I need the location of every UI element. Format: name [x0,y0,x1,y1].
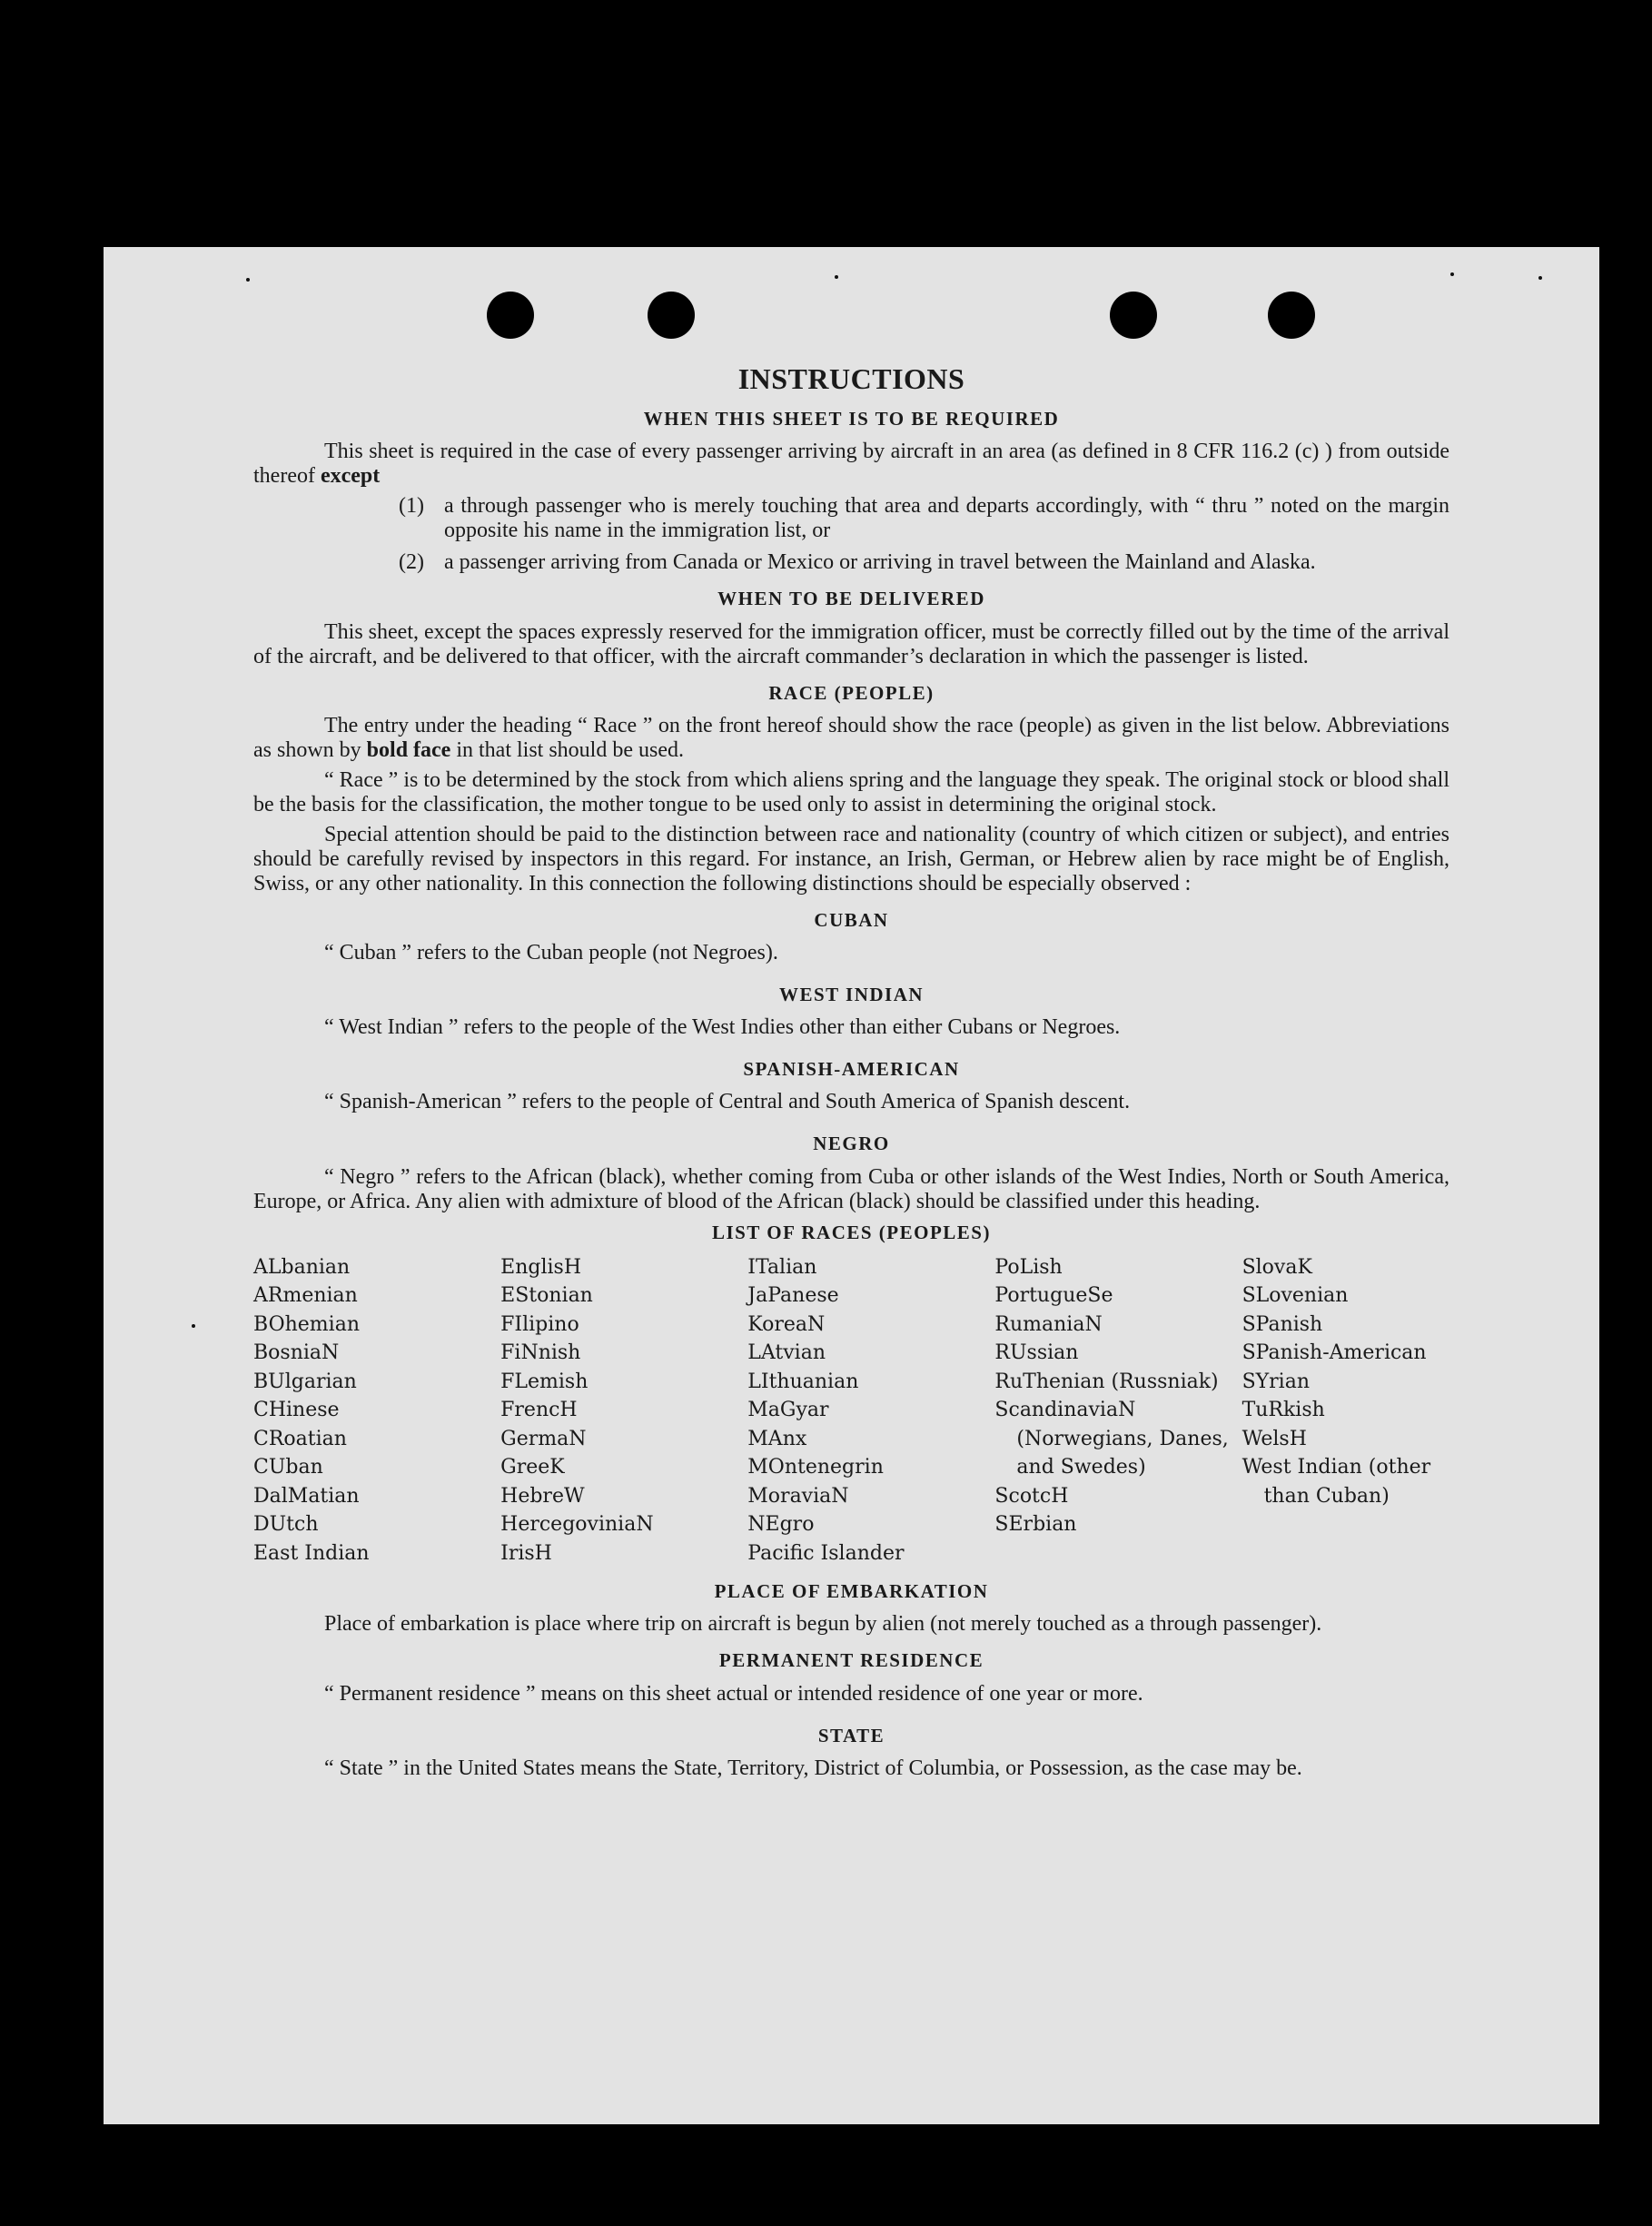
race-entry: SlovaK [1241,1255,1312,1279]
race-entry: FiNnish [500,1341,581,1365]
races-column [1242,1253,1449,1568]
race-entry: LAtvian [747,1341,826,1365]
paragraph-race-2: “ Race ” is to be determined by the stock from which aliens spring and the language they speak. The original stock or blood shall be the basis for the classification, the mother tongue to be used only to assist in determining the original stock. [253,767,1449,816]
race-entry: LIthuanian [747,1370,859,1393]
race-entry: DalMatian [253,1484,360,1508]
paragraph-state: “ State ” in the United States means the State, Territory, District of Columbia, or Possession, as the case may be. [324,1756,1302,1780]
paragraph-delivered: This sheet, except the spaces expressly reserved for the immigration officer, must be correctly filled out by the time of the arrival of the aircraft, and be delivered to that officer, with the aircraft commander’s declaration in which the passenger is listed. [253,619,1449,668]
races-column [747,1253,994,1568]
races-column [500,1253,747,1568]
paragraph-cuban: “ Cuban ” refers to the Cuban people (not Negroes). [324,940,778,965]
paragraph-embarkation: Place of embarkation is place where trip on aircraft is begun by alien (not merely touched as a through passenger). [324,1612,1322,1637]
race-entry: FLemish [500,1370,589,1393]
paragraph-required: This sheet is required in the case of every passenger arriving by aircraft in an area (as defined in 8 CFR 116.2 (c) ) from outside thereof except [253,440,1449,489]
race-entry: ScandinaviaN (Norwegians, Danes, and Swedes) [994,1399,1229,1479]
speck [1538,276,1542,280]
race-entry: HebreW [500,1484,585,1508]
exception-item: (1) a through passenger who is merely touching that area and departs accordingly, with “ thru ” noted on the margin opposite his name in the immigration list, or [399,494,1449,543]
race-entry: MAnx [747,1427,807,1450]
race-entry: IrisH [500,1541,552,1565]
race-entry: FrencH [500,1399,578,1422]
race-entry: ITalian [747,1255,817,1279]
race-entry: MaGyar [747,1399,829,1422]
document-sheet [104,247,1599,2124]
race-entry: BosniaN [253,1341,340,1365]
race-entry: West Indian (other than Cuban) [1241,1456,1431,1508]
race-entry: RUssian [994,1341,1079,1365]
race-entry: HercegoviniaN [500,1513,654,1537]
page-title: INSTRUCTIONS [737,362,965,395]
races-column [994,1253,1241,1568]
race-entry: CUban [253,1456,323,1479]
race-entry: SLovenian [1241,1284,1349,1308]
section-heading-state: STATE [817,1724,885,1746]
speck [835,275,838,279]
section-heading-required: WHEN THIS SHEET IS TO BE REQUIRED [643,408,1060,430]
paragraph-negro: “ Negro ” refers to the African (black), whether coming from Cuba or other islands of the West Indies, North or South America, Europe, or Africa. Any alien with admixture of blood of the African (black) should be classified under this heading. [253,1164,1449,1213]
race-entry: Pacific Islander [747,1541,905,1565]
section-heading-races-list: LIST OF RACES (PEOPLES) [712,1221,991,1243]
race-entry: FIlipino [500,1312,579,1336]
section-heading-west-indian: WEST INDIAN [778,983,925,1005]
section-heading-negro: NEGRO [813,1133,890,1155]
section-heading-delivered: WHEN TO BE DELIVERED [717,588,985,610]
race-entry: KoreaN [747,1312,826,1336]
instructions-content [253,363,1449,1786]
section-heading-residence: PERMANENT RESIDENCE [718,1649,984,1672]
race-entry: RumaniaN [994,1312,1103,1336]
race-entry: JaPanese [747,1284,839,1308]
exception-item: (2) a passenger arriving from Canada or Mexico or arriving in travel between the Mainland and Alaska. [399,550,1316,575]
race-entry: PoLish [994,1255,1063,1279]
punch-hole [648,292,695,339]
speck [192,1324,195,1328]
race-entry: East Indian [253,1541,370,1565]
race-entry: PortugueSe [994,1284,1113,1308]
paragraph-west-indian: “ West Indian ” refers to the people of the West Indies other than either Cubans or Negroes. [324,1015,1121,1040]
race-entry: NEgro [747,1513,815,1537]
paragraph-residence: “ Permanent residence ” means on this sheet actual or intended residence of one year or more. [324,1681,1143,1706]
section-heading-race: RACE (PEOPLE) [768,681,935,704]
race-entry: SErbian [994,1513,1077,1537]
punch-hole [1268,292,1315,339]
race-entry: CRoatian [253,1427,347,1450]
section-heading-cuban: CUBAN [814,908,889,931]
speck [1450,272,1454,276]
race-entry: BOhemian [253,1312,360,1336]
race-entry: TuRkish [1241,1399,1325,1422]
race-entry: SPanish-American [1241,1341,1427,1365]
paragraph-spanish-american: “ Spanish-American ” refers to the people of Central and South America of Spanish descent. [324,1090,1131,1114]
paragraph-race-1: The entry under the heading “ Race ” on the front hereof should show the race (people) as given in the list below. Abbreviations as shown by bold face in that list should be used. [253,713,1449,762]
race-entry: GermaN [500,1427,587,1450]
race-entry: SYrian [1241,1370,1310,1393]
race-entry: MOntenegrin [747,1456,884,1479]
race-entry: WelsH [1241,1427,1307,1450]
race-entry: ARmenian [253,1284,358,1308]
race-entry: EStonian [500,1284,593,1308]
speck [246,278,250,282]
races-list [253,1253,1449,1568]
race-entry: EnglisH [500,1255,581,1279]
punch-hole [1110,292,1157,339]
race-entry: MoraviaN [747,1484,849,1508]
race-entry: ALbanian [253,1255,351,1279]
section-heading-embarkation: PLACE OF EMBARKATION [714,1580,989,1603]
race-entry: BUlgarian [253,1370,357,1393]
races-column [253,1253,500,1568]
paragraph-race-3: Special attention should be paid to the distinction between race and nationality (country of which citizen or subject), and entries should be carefully revised by inspectors in this regard. For instance, an Irish, German, or Hebrew alien by race might be of English, Swiss, or any other nationality. In this connection the following distinctions should be especially observed : [253,822,1449,895]
section-heading-spanish-american: SPANISH-AMERICAN [743,1058,960,1081]
race-entry: ScotcH [994,1484,1069,1508]
race-entry: SPanish [1241,1312,1323,1336]
punch-hole [487,292,534,339]
race-entry: CHinese [253,1399,340,1422]
race-entry: DUtch [253,1513,319,1537]
race-entry: RuThenian (Russniak) [994,1370,1219,1393]
race-entry: GreeK [500,1456,565,1479]
